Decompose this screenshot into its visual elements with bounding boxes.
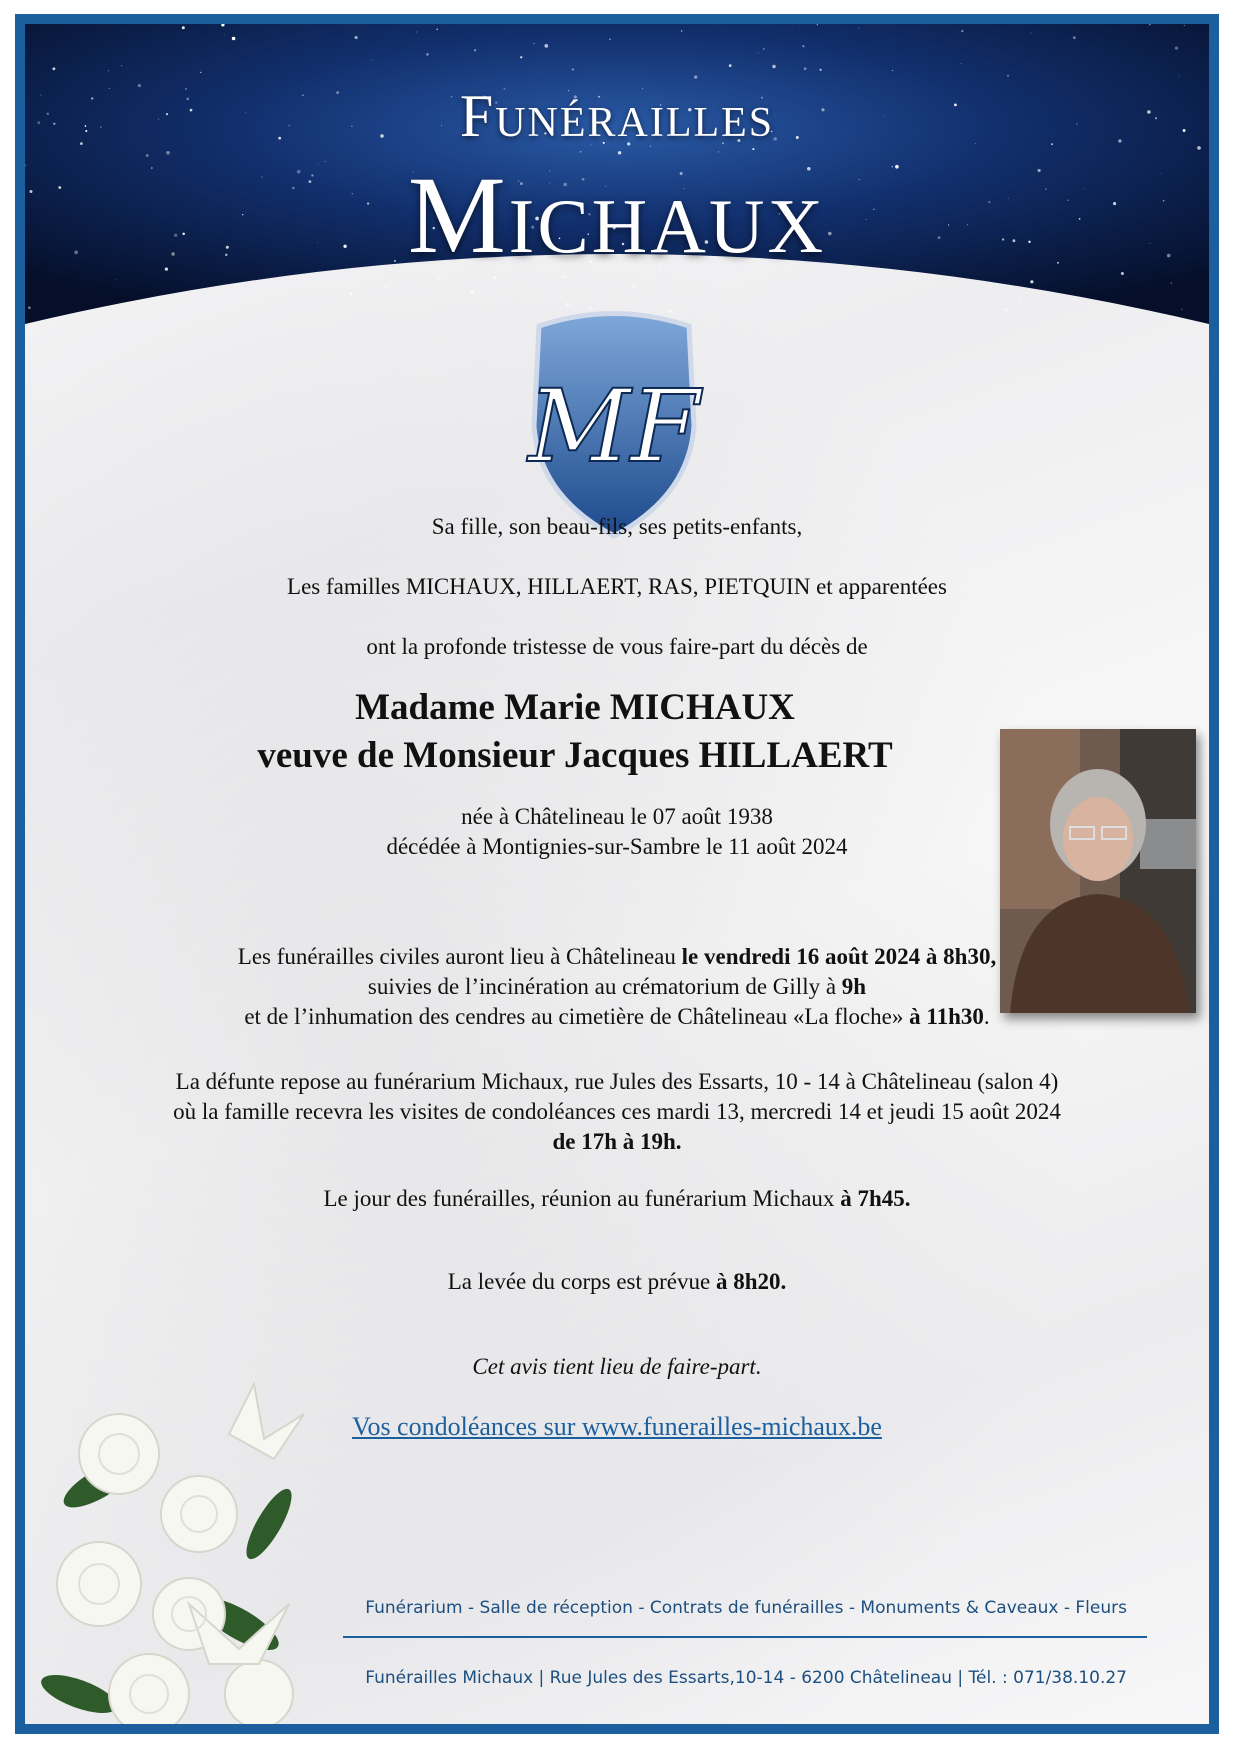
star xyxy=(1007,75,1009,77)
funeral-details xyxy=(25,942,1209,1032)
visit-line-1: La défunte repose au funérarium Michaux, rue Jules des Essarts, 10 - 14 à Châtelineau (salon 4) xyxy=(175,1069,1059,1094)
star xyxy=(819,69,821,71)
star xyxy=(650,297,651,298)
star xyxy=(309,298,310,299)
birth-info: née à Châtelineau le 07 août 1938 xyxy=(461,804,773,829)
star xyxy=(893,294,894,295)
levee-info: La levée du corps est prévue à 8h20. xyxy=(447,1269,787,1294)
star xyxy=(694,75,697,78)
star xyxy=(758,65,759,66)
star xyxy=(346,302,348,304)
star xyxy=(1074,298,1076,300)
star xyxy=(1031,33,1032,34)
star xyxy=(609,38,611,40)
star xyxy=(200,72,201,73)
star xyxy=(817,24,818,25)
star xyxy=(1171,282,1172,283)
star xyxy=(826,293,827,294)
star xyxy=(1184,25,1185,26)
star xyxy=(568,292,571,295)
star xyxy=(474,49,476,51)
star xyxy=(960,63,961,64)
star xyxy=(471,290,474,293)
star xyxy=(729,64,732,67)
star xyxy=(355,36,358,39)
star xyxy=(1005,308,1008,311)
star xyxy=(520,56,522,58)
svg-text:MF: MF xyxy=(528,368,700,485)
star xyxy=(799,26,800,27)
star xyxy=(631,285,635,289)
star xyxy=(681,30,683,32)
star xyxy=(116,279,117,280)
star xyxy=(1030,280,1033,283)
star xyxy=(121,65,122,66)
star xyxy=(961,30,963,32)
star xyxy=(892,70,893,71)
star xyxy=(1181,309,1182,310)
star xyxy=(804,67,807,70)
star xyxy=(293,297,295,299)
star xyxy=(226,309,228,311)
star xyxy=(52,67,55,70)
star xyxy=(436,29,437,30)
star xyxy=(1175,46,1178,49)
footer-address: Funérailles Michaux | Rue Jules des Essarts,10-14 - 6200 Châtelineau | Tél. : 071/38.10.27 xyxy=(365,1668,1127,1688)
star xyxy=(28,306,31,309)
star xyxy=(247,303,248,304)
star xyxy=(572,68,574,70)
star xyxy=(859,28,860,29)
star xyxy=(371,59,372,60)
intro-line-1: Sa fille, son beau-fils, ses petits-enfants, xyxy=(431,514,803,539)
visit-line-2: où la famille recevra les visites de condoléances ces mardi 13, mercredi 14 et jeudi 15 août 2024 xyxy=(173,1099,1061,1124)
deceased-spouse: veuve de Monsieur Jacques HILLAERT xyxy=(257,735,893,776)
footer-services: Funérarium - Salle de réception - Contrats de funérailles - Monuments & Caveaux - Fleurs xyxy=(365,1598,1127,1618)
funeral-line-2: suivies de l’incinération au crématorium de Gilly à 9h xyxy=(367,974,867,999)
star xyxy=(224,34,225,35)
star xyxy=(416,32,417,33)
star xyxy=(544,44,548,48)
star xyxy=(1019,300,1021,302)
intro-line-2: Les familles MICHAUX, HILLAERT, RAS, PIETQUIN et apparentées xyxy=(287,574,947,599)
star xyxy=(1179,75,1180,76)
funeral-line-3: et de l’inhumation des cendres au cimetière de Châtelineau «La floche» à 11h30. xyxy=(244,1004,990,1029)
star xyxy=(108,70,109,71)
star xyxy=(307,279,309,281)
white-flowers-decoration xyxy=(39,1364,319,1734)
visit-details xyxy=(25,1067,1209,1157)
brand-title-small: Funérailles xyxy=(459,83,775,149)
star xyxy=(763,48,765,50)
mf-shield-logo xyxy=(519,306,709,546)
star xyxy=(340,301,341,302)
condolences-link[interactable]: Vos condoléances sur www.funerailles-michaux.be xyxy=(352,1412,882,1441)
star xyxy=(1073,36,1076,39)
star xyxy=(232,37,236,41)
intro-line-3: ont la profonde tristesse de vous faire-part du décès de xyxy=(366,634,868,659)
deceased-name: Madame Marie MICHAUX xyxy=(355,687,795,728)
page-frame xyxy=(15,14,1219,1734)
star xyxy=(182,26,185,29)
star xyxy=(385,286,388,289)
brand-title-big: Michaux xyxy=(407,154,827,276)
notice-text: Cet avis tient lieu de faire-part. xyxy=(472,1354,762,1379)
meeting-info: Le jour des funérailles, réunion au funérarium Michaux à 7h45. xyxy=(323,1186,911,1211)
star xyxy=(373,313,374,314)
death-info: décédée à Montignies-sur-Sambre le 11 août 2024 xyxy=(386,834,848,859)
funeral-line-1: Les funérailles civiles auront lieu à Châtelineau le vendredi 16 août 2024 à 8h30, xyxy=(237,944,997,969)
star xyxy=(802,45,804,47)
star xyxy=(426,53,429,56)
footer-divider xyxy=(343,1636,1147,1638)
star xyxy=(758,52,759,53)
star xyxy=(786,296,787,297)
visit-line-3: de 17h à 19h. xyxy=(552,1129,682,1154)
star xyxy=(533,290,534,291)
star xyxy=(350,292,353,295)
star xyxy=(772,65,776,69)
star xyxy=(534,43,535,44)
